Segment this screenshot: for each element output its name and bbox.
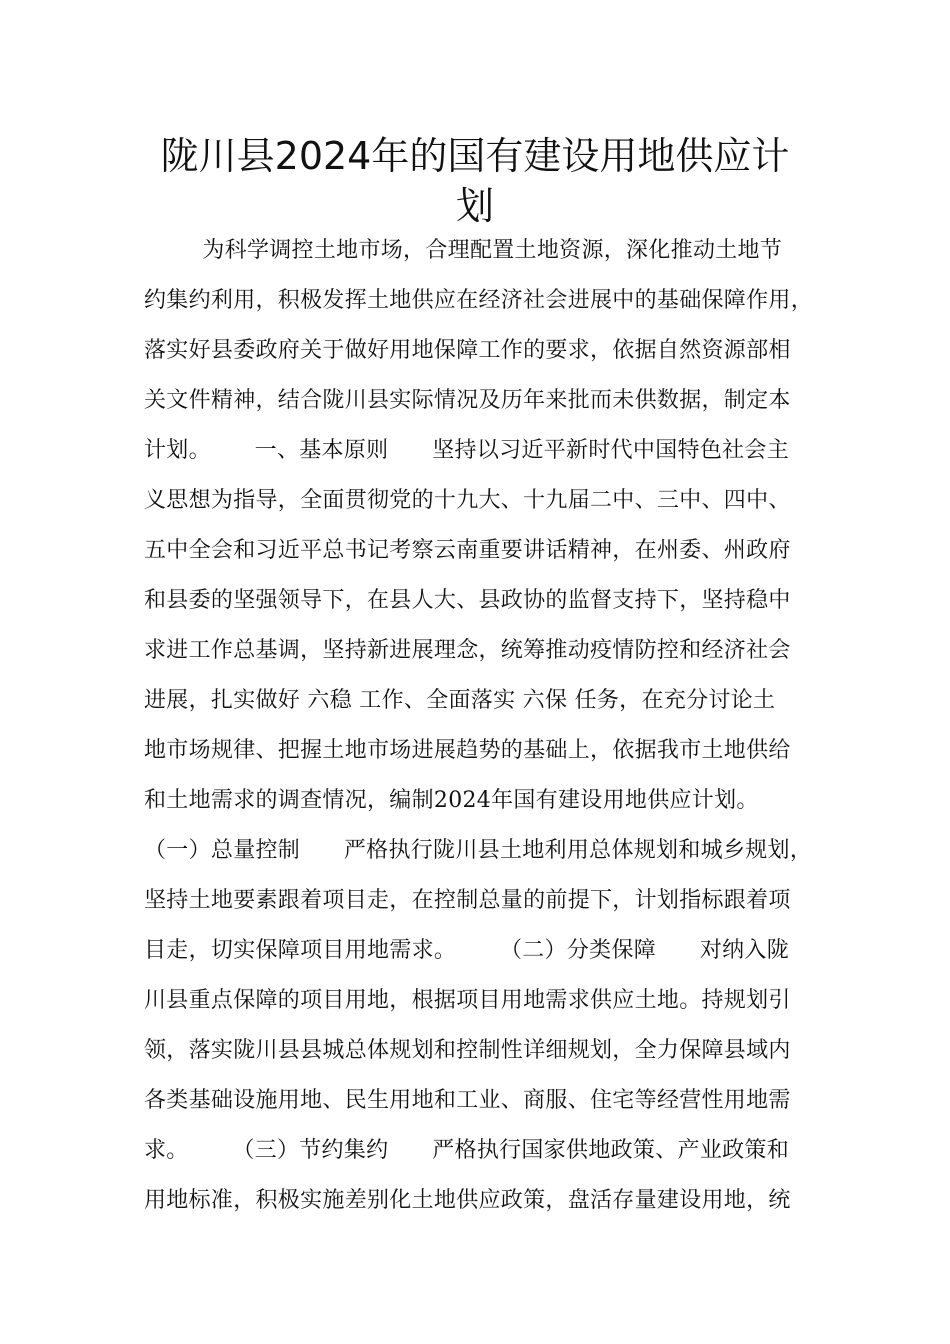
document-title-line-2: 划 bbox=[455, 184, 494, 228]
body-line: 求进工作总基调，坚持新进展理念，统筹推动疫情防控和经济社会 bbox=[144, 638, 791, 663]
body-line: 用地标准，积极实施差别化土地供应政策，盘活存量建设用地，统 bbox=[144, 1188, 791, 1213]
body-line: 为科学调控土地市场，合理配置土地资源，深化推动土地节 bbox=[144, 238, 783, 263]
body-line: 义思想为指导，全面贯彻党的十九大、十九届二中、三中、四中、 bbox=[144, 488, 791, 513]
body-line: 坚持土地要素跟着项目走，在控制总量的前提下，计划指标跟着项 bbox=[144, 888, 791, 913]
body-line: 计划。 一、基本原则 坚持以习近平新时代中国特色社会主 bbox=[144, 438, 790, 463]
body-line: 关文件精神，结合陇川县实际情况及历年来批而未供数据，制定本 bbox=[144, 388, 791, 413]
document-title-line-1: 陇川县2024年的国有建设用地供应计 bbox=[160, 134, 790, 178]
body-line: 约集约利用，积极发挥土地供应在经济社会进展中的基础保障作用， bbox=[144, 288, 814, 313]
body-line: 和县委的坚强领导下，在县人大、县政协的监督支持下，坚持稳中 bbox=[144, 588, 791, 613]
body-line: 各类基础设施用地、民生用地和工业、商服、住宅等经营性用地需 bbox=[144, 1088, 791, 1113]
body-line: 落实好县委政府关于做好用地保障工作的要求，依据自然资源部相 bbox=[144, 338, 791, 363]
body-line: 川县重点保障的项目用地，根据项目用地需求供应土地。持规划引 bbox=[144, 988, 791, 1013]
body-line: 领，落实陇川县县城总体规划和控制性详细规划，全力保障县域内 bbox=[144, 1038, 791, 1063]
body-line: （一）总量控制 严格执行陇川县土地利用总体规划和城乡规划， bbox=[144, 838, 813, 863]
body-line: 和土地需求的调查情况，编制2024年国有建设用地供应计划。 bbox=[144, 788, 759, 813]
body-line: 进展，扎实做好 六稳 工作、全面落实 六保 任务，在充分讨论土 bbox=[144, 688, 776, 713]
body-line: 地市场规律、把握土地市场进展趋势的基础上，依据我市土地供给 bbox=[144, 738, 791, 763]
body-line: 五中全会和习近平总书记考察云南重要讲话精神，在州委、州政府 bbox=[144, 538, 791, 563]
body-line: 求。 （三）节约集约 严格执行国家供地政策、产业政策和 bbox=[144, 1138, 790, 1163]
body-line: 目走，切实保障项目用地需求。 （二）分类保障 对纳入陇 bbox=[144, 938, 790, 963]
